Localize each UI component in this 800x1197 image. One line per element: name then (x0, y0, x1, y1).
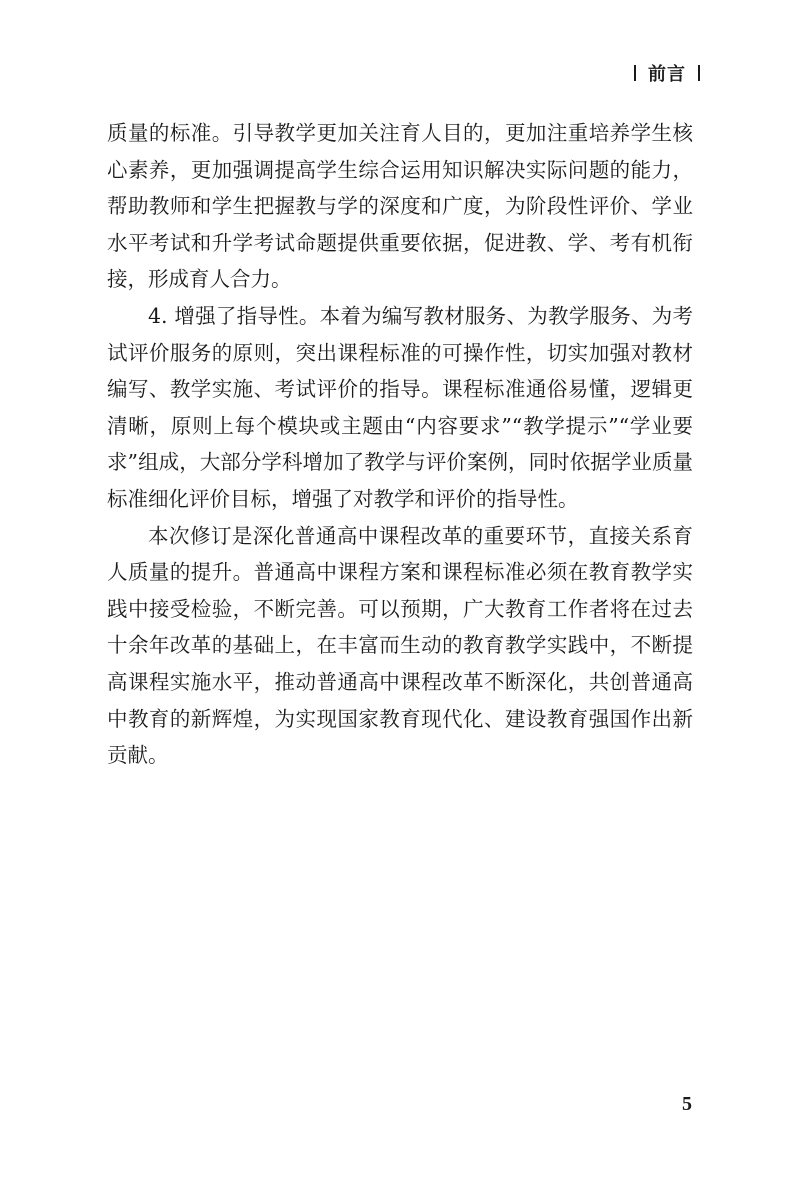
paragraph-continued: 质量的标准。引导教学更加关注育人目的，更加注重培养学生核心素养，更加强调提高学生综合运用知识解决实际问题的能力，帮助教师和学生把握教与学的深度和广度，为阶段性评价、学业水平考试和升学考试命题提供重要依据，促进教、学、考有机衔接，形成育人合力。 (107, 121, 693, 292)
header-divider-left (634, 65, 636, 81)
running-header (634, 60, 700, 86)
page-number: 5 (682, 1093, 692, 1115)
header-section-title: 前言 (648, 64, 686, 85)
paragraph-item-4: 4. 增强了指导性。本着为编写教材服务、为教学服务、为考试评价服务的原则，突出课程标准的可操作性，切实加强对教材编写、教学实施、考试评价的指导。课程标准通俗易懂，逻辑更清晰，原则上每个模块或主题由“内容要求”“教学提示”“学业要求”组成，大部分学科增加了教学与评价案例，同时依据学业质量标准细化评价目标，增强了对教学和评价的指导性。 (107, 303, 693, 511)
body-text (107, 115, 693, 774)
paragraph-conclusion: 本次修订是深化普通高中课程改革的重要环节，直接关系育人质量的提升。普通高中课程方案和课程标准必须在教育教学实践中接受检验，不断完善。可以预期，广大教育工作者将在过去十余年改革的基础上，在丰富而生动的教育教学实践中，不断提高课程实施水平，推动普通高中课程改革不断深化，共创普通高中教育的新辉煌，为实现国家教育现代化、建设教育强国作出新贡献。 (107, 523, 693, 768)
header-divider-right (698, 65, 700, 81)
